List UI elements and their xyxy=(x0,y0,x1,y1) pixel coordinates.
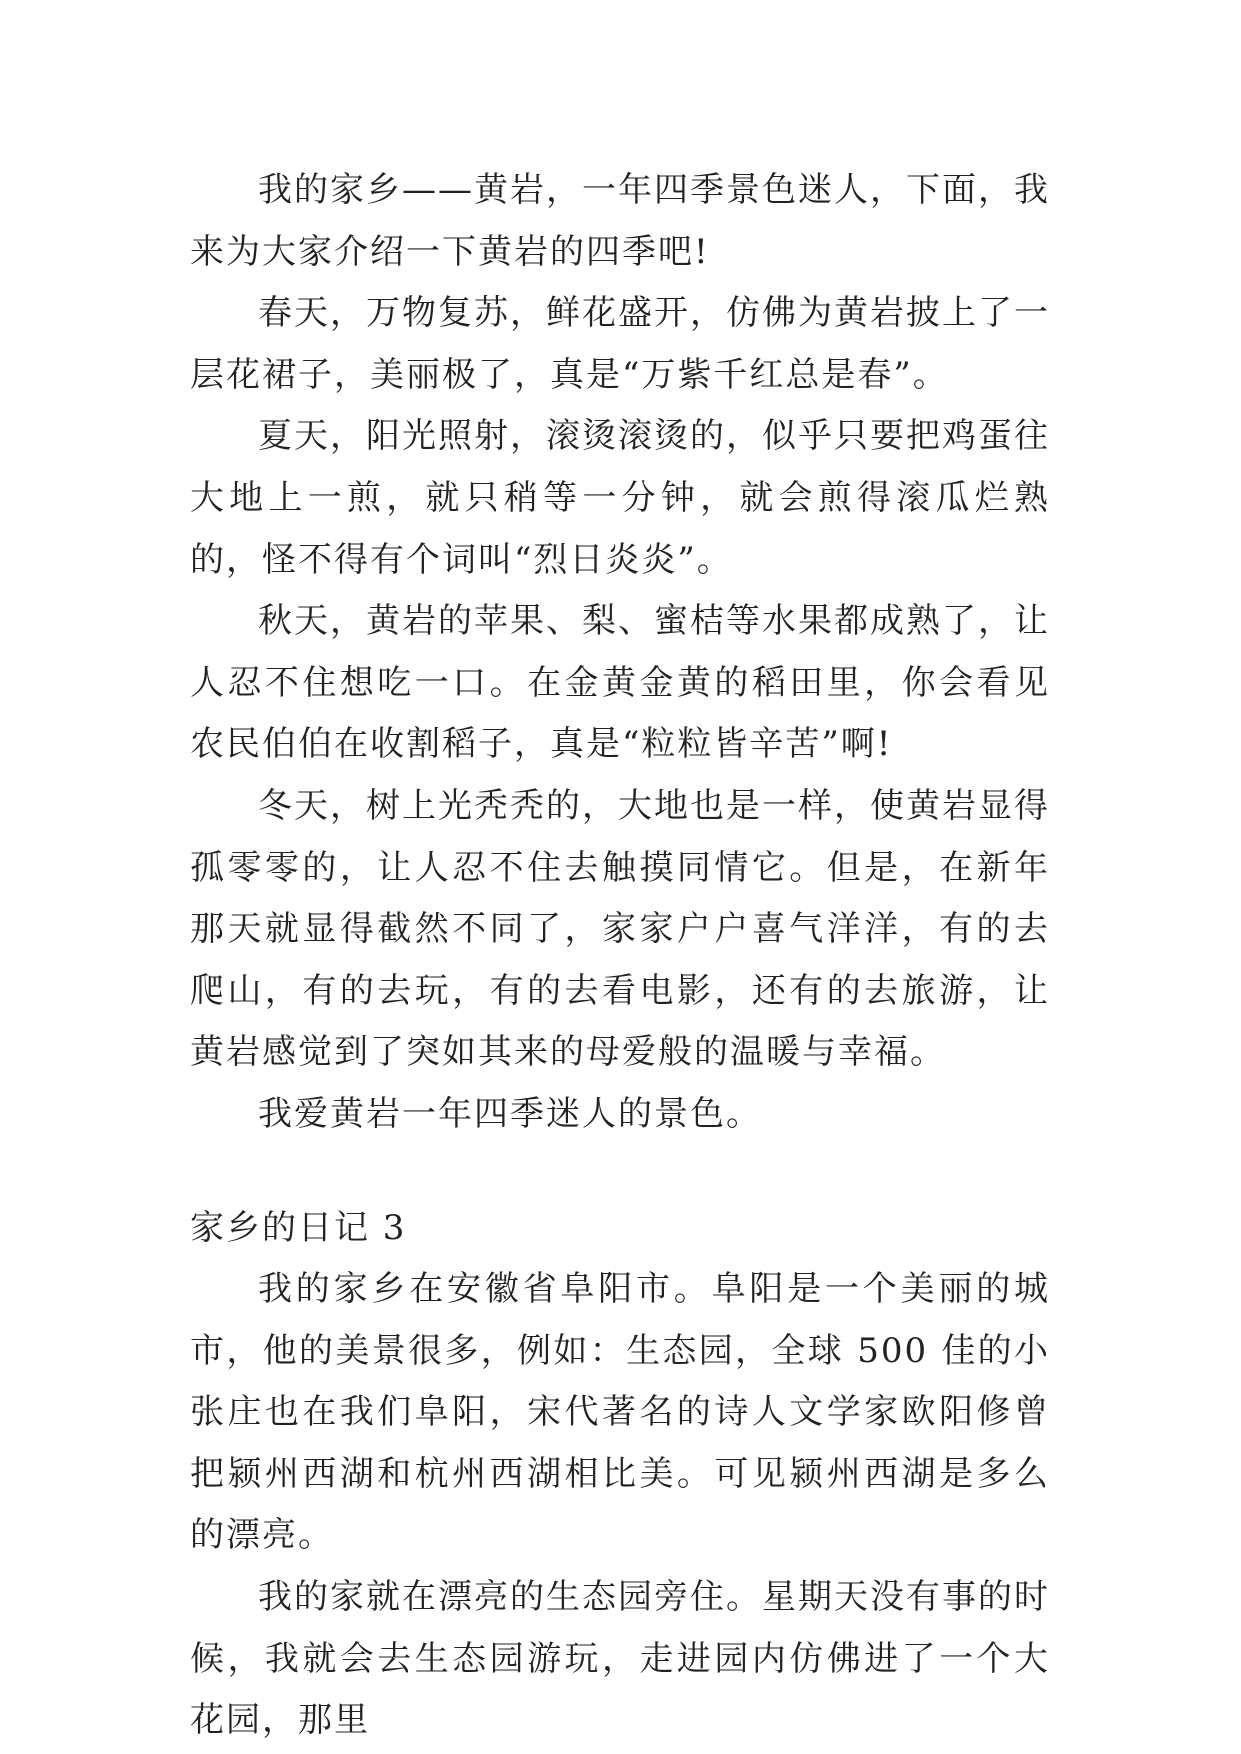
paragraph-fuyang-intro: 我的家乡在安徽省阜阳市。阜阳是一个美丽的城市，他的美景很多，例如：生态园，全球 500 佳的小张庄也在我们阜阳，宋代著名的诗人文学家欧阳修曾把颍州西湖和杭州西湖相比美。可见颍州西湖是多么的漂亮。 xyxy=(190,1269,1050,1556)
paragraph-autumn: 秋天，黄岩的苹果、梨、蜜桔等水果都成熟了，让人忍不住想吃一口。在金黄金黄的稻田里，你会看见农民伯伯在收割稻子，真是“粒粒皆辛苦”啊! xyxy=(190,601,1050,765)
paragraph-spring: 春天，万物复苏，鲜花盛开，仿佛为黄岩披上了一层花裙子，美丽极了，真是“万紫千红总是春”。 xyxy=(190,293,1050,395)
section-title: 家乡的日记 3 xyxy=(190,1207,407,1248)
paragraph-intro: 我的家乡——黄岩，一年四季景色迷人，下面，我来为大家介绍一下黄岩的四季吧! xyxy=(190,170,1050,272)
paragraph-winter: 冬天，树上光秃秃的，大地也是一样，使黄岩显得孤零零的，让人忍不住去触摸同情它。但是，在新年那天就显得截然不同了，家家户户喜气洋洋，有的去爬山，有的去玩，有的去看电影，还有的去旅游，让黄岩感觉到了突如其来的母爱般的温暖与幸福。 xyxy=(190,785,1050,1073)
paragraph-conclusion: 我爱黄岩一年四季迷人的景色。 xyxy=(258,1093,762,1134)
document-body xyxy=(190,160,1050,1752)
paragraph-summer: 夏天，阳光照射，滚烫滚烫的，似乎只要把鸡蛋往大地上一煎，就只稍等一分钟，就会煎得滚瓜烂熟的，怪不得有个词叫“烈日炎炎”。 xyxy=(190,416,1050,580)
paragraph-eco-park: 我的家就在漂亮的生态园旁住。星期天没有事的时候，我就会去生态园游玩，走进园内仿佛进了一个大花园，那里 xyxy=(190,1577,1050,1741)
